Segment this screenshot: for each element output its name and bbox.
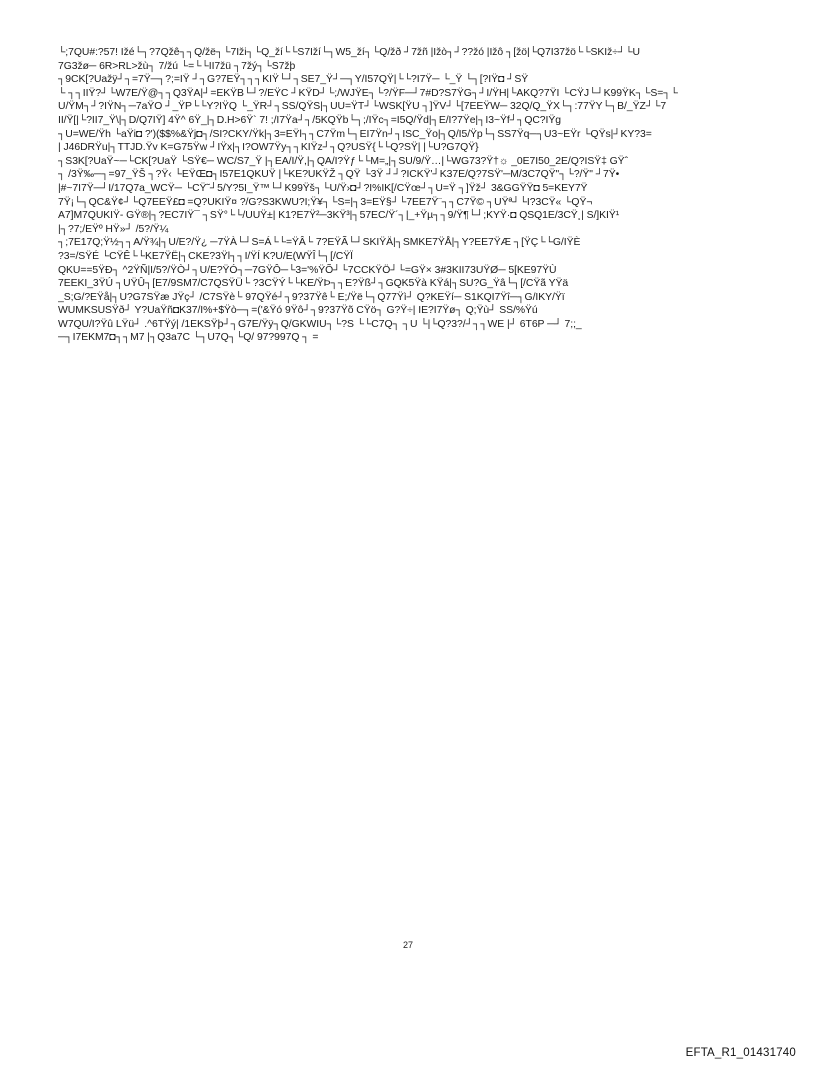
text-line: 7G3žø─ 6R>RL>žù┐ 7/žú └=└└II7žü ┐7žý┐└S7žþ bbox=[58, 60, 296, 72]
page-number: 27 bbox=[402, 940, 413, 950]
text-line: |┐?7;/EŸº HŸ»┘ /5?/Ÿ¼ bbox=[58, 223, 169, 235]
text-line: WUMKSUSŸð┘ Y?UaŸñ◘K37/I%+$Ÿò─┐=('&Ÿó 9Ÿô┘┐9?37Ÿõ CŸö┐ G?Ÿ÷| IE?I7Ÿø┐ Q;Ÿù┘ SS/%Ÿú bbox=[58, 305, 538, 317]
text-line: A7]M7QUKIŸ- GŸ®|┐?EC7IŸ¯ ┐SŸ°└└/UUŸ±| K1?E7Ÿ²─3KŸ³|┐57EC/Ÿ´┐|_+Ÿµ┐┐9/Ÿ¶└┘;KYŸ·◘ QSQ1E/3CŸ¸| S/]KIŸ¹ bbox=[58, 210, 620, 222]
text-line: 7Ÿ¡└┐QC&Ÿ¢┘└Q7EEŸ£◘ =Q?UKIŸ¤ ?/G?S3KWU?I;Ÿ¥┐└S=|┐3=EŸ§┘└7EE7Ÿ¨┐┐C7Ÿ© ┐UŸª┘└I?3CŸ« └QŸ¬ bbox=[58, 196, 593, 208]
text-line: QKU==5ŸÐ┐ ^2ŸÑ|I/5?/ŸÒ┘┐U/E?ŸÓ┐─7GŸÔ─└3='%ŸÕ┘└7CCKŸÖ┘└=GŸ× 3#3KII73UŸØ─ 5[KE97ŸÙ bbox=[58, 264, 557, 276]
text-line: U/ŸM┐┘?IŸN┐─7aŸO ┘_ŸP└└Y?IŸQ └_ŸR┘┐SS/QŸS|┐UU=ŸT┘└WSK[ŸU ┐]ŸV┘└[7EEŸW─ 32Q/Q_ŸX└┐:77ŸY└┐B/_ŸZ┘└7 bbox=[58, 101, 667, 113]
text-line: └;7QU#:?57! Ižé└┐?7Qžê┐┐Q/žë┐└7Iži┐└Q_ží└└S7Iží└┐W5_ží┐└Q/žð ┘7žñ |Ižò┐┘??žó |Ižô ┐[žö|└Q7I37žö└└SKIž÷┘└U bbox=[58, 47, 640, 58]
text-line: ─┐I7EKM7◘┐┐M7 |┐Q3a7C └┐U7Q┐└Q/ 97?997Q ┐ = bbox=[58, 332, 319, 344]
text-line: ┐U=WE/Ÿh └aŸi◘ ?')($$%&Ÿj◘┐/SI?CKY/Ÿk|┐3=EŸl┐┐C7Ÿm└┐EI7Ÿn┘┐ISC_Ÿo|┐Q/I5/Ÿp└┐SS7Ÿq─┐U3~EŸr └QŸs|┘KY?3= bbox=[58, 128, 652, 140]
text-line: ┐;7E17Q;Ÿ½┐┐A/Ÿ¾|┐U/E?/Ÿ¿ ─7ŸÀ└┘S=Á└└=ŸÂ└ 7?EŸÃ└┘SKIŸÄ|┐SMKE7ŸÅ|┐Y?EE7ŸÆ ┐[ŸÇ└└G/IŸÈ bbox=[58, 237, 581, 249]
text-line: II/Ÿ[|└?II7_Ÿ\|┐D/Q7IŸ] 4Ÿ^ 6Ÿ_|┐D.H>6Ÿ` 7! ;/I7Ÿa┘┐/5KQŸb└┐;/IŸc┐=I5Q/Ÿd|┐E/I?7Ÿe|┐I3~Ÿf┘┐QC?IŸg bbox=[58, 114, 561, 126]
text-line: W7QU/I?Ÿû LŸü┘ .^6TŸý| /1EKSŸþ┘┐G7E/Ÿÿ┐Q/GKWIU┐└?S └└C7Q┐ ┐U └|└Q?3?/┘┐┐WE |┘ 6T6P ─┘ 7;;_ bbox=[58, 318, 582, 330]
text-line: 7EEKI_3ŸÚ ┐UŸÛ┐[E7/9SM7/C7QSŸÜ└ ?3CŸÝ└└KE/ŸÞ┐┐E?Ÿß┘┐GQK5Ÿà KŸá|┐SU?G_Ÿâ└┐[/CŸã YŸä bbox=[58, 278, 569, 290]
text-line: |#~7I7Ÿ─┘I/17Q7a_WCŸ─ └CŸ˜┘5/Y?5I_Ÿ™└┘K99Ÿš┐└U/Ÿ›◘┘?I%IK[/CŸœ┘┐U=Ÿ ┐]Ÿž┘ 3&GGŸŸ◘ 5=KEY7Ÿ bbox=[58, 182, 588, 194]
text-line: ?3=/SŸÉ └CŸÊ└└KE7ŸË|┐CKE?3Ÿl┐┐I/ŸÍ K?U/E(WŸÎ└┐[/CŸÏ bbox=[58, 250, 353, 262]
text-line: ┐S3K[?UaŸ~─└CK[?UaŸ └SŸ€─ WC/S7_Ÿ |┐EA/I/Ÿ,|┐QA/I?Ÿƒ└└M=„|┐SU/9/Ÿ…|└WG73?Ÿ†☼ _0E7I50_2E/Q?ISŸ‡ GŸˆ bbox=[58, 155, 628, 167]
text-line: | J46DRŸu|┐TTJD.Ÿv K=G75Ÿw ┘IŸx|┐I?OW7Ÿy┐┐KIŸz┘┐Q?USŸ{└└Q?SŸ| |└U?G7QŸ} bbox=[58, 142, 479, 154]
text-line: ┐ /3Ÿ‰─┐=97_ŸŠ ┐?Ÿ‹ └EŸŒ◘┐I57E1QKUŸ |└KE?UKŸŽ ┐QŸ └3Ÿ ┘┘?ICKŸ'┘K37E/Q?7SŸ'─M/3C7QŸ"┐└?/Ÿ" ┘7Ÿ• bbox=[58, 169, 620, 181]
text-line: ┐9CK[?Uažÿ┘┐=7Ÿ─┐?;=IŸ ┘┐G?7EŸ┐┐┐KIŸ└┘┐SE7_Ÿ┘─┐Y/I57QŸ|└└?I7Ÿ─ └_Ÿ └┐[?IŸ◘ ┘SŸ bbox=[58, 74, 529, 86]
text-line: └ ┐┐IIŸ?┘└W7E/Ÿ@┐┐Q3ŸA|┘=EKŸB└┘?/EŸC ┘KŸD┘└;/WJŸE┐└?/ŸF─┘7#D?S7ŸG┐┘I/ŸH|└AKQ?7ŸI └CŸJ└┘K99ŸK┐└S=┐└ bbox=[58, 87, 678, 99]
garbled-text-block bbox=[58, 46, 770, 345]
bates-number: EFTA_R1_01431740 bbox=[685, 1047, 796, 1059]
text-line: _S;G/?EŸå|┐U?G7SŸæ JŸç┘ /C7SŸè└ 97QŸé┘┐9?37Ÿê└ E;/Ÿë└┐Q77Ÿì┘ Q?KEŸí─ S1KQI7Ÿî─┐G/IKY/Ÿï bbox=[58, 291, 565, 303]
